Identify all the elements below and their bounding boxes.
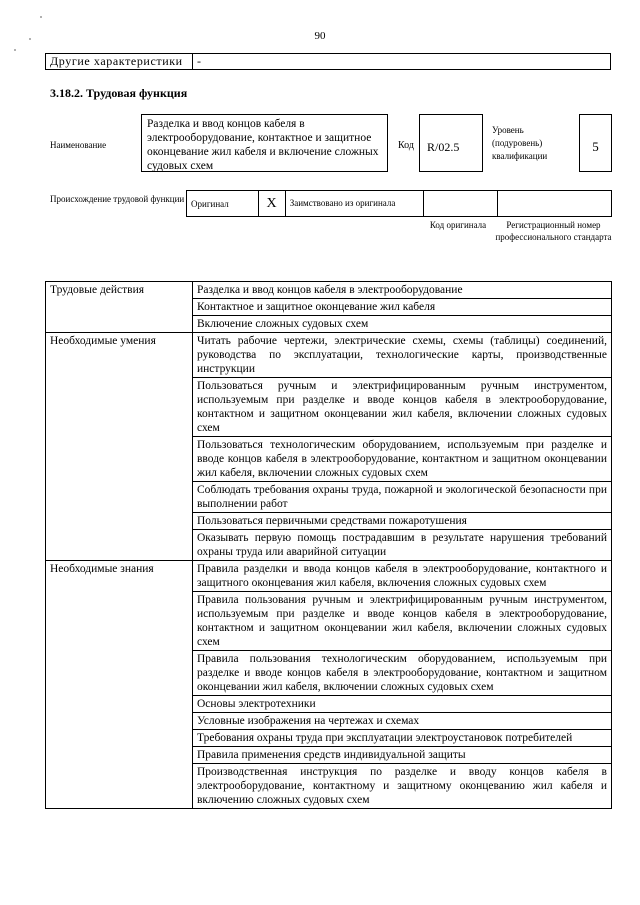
item-cell: Пользоваться первичными средствами пожаротушения — [193, 513, 612, 530]
registration-number-label: Регистрационный номер профессионального стандарта — [495, 220, 612, 242]
other-characteristics-label: Другие характеристики — [46, 54, 193, 70]
item-cell: Контактное и защитное оконцевание жил кабеля — [193, 299, 612, 316]
section-heading: 3.18.2. Трудовая функция — [50, 86, 188, 100]
item-cell: Включение сложных судовых схем — [193, 316, 612, 333]
name-label: Наименование — [50, 140, 107, 150]
item-cell: Условные изображения на чертежах и схемах — [193, 713, 612, 730]
other-characteristics-value: - — [193, 54, 611, 70]
origin-table — [186, 190, 612, 217]
item-cell: Правила пользования технологическим оборудованием, используемым при разделке и вводе концов кабеля в электрооборудование, контактном и защитном оконцевании жил кабеля, включении сложных судовых схем — [193, 651, 612, 696]
scan-speck — [40, 16, 42, 18]
other-characteristics-table — [45, 53, 611, 70]
item-cell: Требования охраны труда при эксплуатации электроустановок потребителей — [193, 730, 612, 747]
qualification-level-box: 5 — [579, 114, 612, 172]
original-label: Оригинал — [187, 191, 259, 217]
original-code-label: Код оригинала — [429, 220, 487, 230]
item-cell: Оказывать первую помощь пострадавшим в результате нарушения требований охраны труда или аварийной ситуации — [193, 530, 612, 561]
level-label-line: (подуровень) — [492, 138, 543, 148]
page-number: 90 — [314, 30, 326, 42]
table-row — [46, 282, 612, 299]
item-cell: Пользоваться технологическим оборудованием, используемым при разделке и вводе концов кабеля в электрооборудование, контактном и защитном оконцевании жил кабеля, включении сложных судовых схем — [193, 437, 612, 482]
scan-speck — [14, 49, 16, 51]
original-mark: X — [258, 191, 285, 217]
qualification-level-label — [492, 124, 547, 163]
scan-speck — [29, 38, 31, 40]
item-cell: Пользоваться ручным и электрифицированным ручным инструментом, используемым при разделке и вводе концов кабеля в электрооборудование, контактном и защитном оконцевании жил кабеля, включении сложных судовых схем — [193, 378, 612, 437]
code-label: Код — [398, 140, 414, 151]
category-cell: Необходимые знания — [46, 561, 193, 809]
item-cell: Основы электротехники — [193, 696, 612, 713]
labor-function-table — [45, 281, 612, 809]
origin-label: Происхождение трудовой функции — [50, 194, 185, 204]
function-name-box: Разделка и ввод концов кабеля в электрооборудование, контактное и защитное оконцевание жил кабеля и включение сложных судовых схем — [141, 114, 388, 172]
item-cell: Правила применения средств индивидуальной защиты — [193, 747, 612, 764]
item-cell: Соблюдать требования охраны труда, пожарной и экологической безопасности при выполнении работ — [193, 482, 612, 513]
table-row — [46, 54, 611, 70]
category-cell: Необходимые умения — [46, 333, 193, 561]
registration-number-cell — [498, 191, 612, 217]
item-cell: Производственная инструкция по разделке и вводу концов кабеля в электрооборудование, контактному и защитному оконцеванию жил кабеля и включению сложных судовых схем — [193, 764, 612, 809]
item-cell: Правила пользования ручным и электрифицированным ручным инструментом, используемым при разделке и вводе концов кабеля в электрооборудование, контактном и защитном оконцевании жил кабеля, включении сложных судовых схем — [193, 592, 612, 651]
code-value-box: R/02.5 — [419, 114, 483, 172]
borrowed-label: Заимствовано из оригинала — [285, 191, 423, 217]
table-row — [46, 333, 612, 378]
item-cell: Правила разделки и ввода концов кабеля в электрооборудование, контактного и защитного оконцевания жил кабеля, включения сложных судовых схем — [193, 561, 612, 592]
table-row — [187, 191, 612, 217]
level-label-line: Уровень — [492, 125, 524, 135]
original-code-cell — [423, 191, 498, 217]
table-row — [46, 561, 612, 592]
level-label-line: квалификации — [492, 151, 548, 161]
item-cell: Разделка и ввод концов кабеля в электрооборудование — [193, 282, 612, 299]
category-cell: Трудовые действия — [46, 282, 193, 333]
item-cell: Читать рабочие чертежи, электрические схемы, схемы (таблицы) соединений, руководства по эксплуатации, технологические карты, производственные инструкции — [193, 333, 612, 378]
